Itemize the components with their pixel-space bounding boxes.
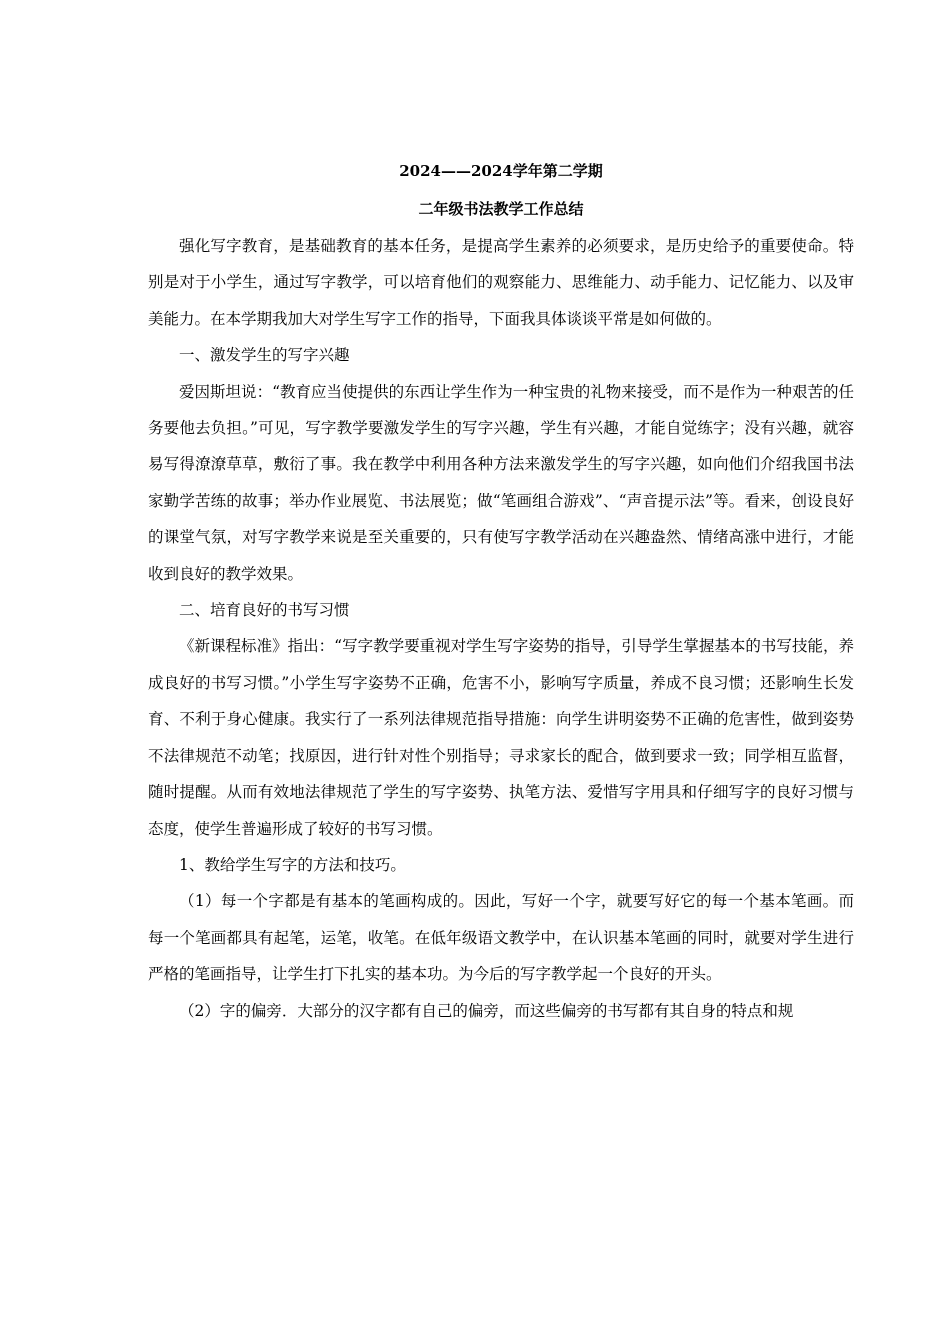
paragraph-interest: 爱因斯坦说：“教育应当使提供的东西让学生作为一种宝贵的礼物来接受，而不是作为一种艰苦的任务要他去负担。”可见，写字教学要激发学生的写字兴趣，学生有兴趣，才能自觉练字；没有兴趣，就容易写得潦潦草草，敷衍了事。我在教学中利用各种方法来激发学生的写字兴趣，如向他们介绍我国书法家勤学苦练的故事；举办作业展览、书法展览；做“笔画组合游戏”、“声音提示法”等。看来，创设良好的课堂气氛，对写字教学来说是至关重要的，只有使写字教学活动在兴趣盎然、情绪高涨中进行，才能收到良好的教学效果。 [148,382,854,583]
section-heading-interest: 一、激发学生的写字兴趣 [179,346,350,365]
document-title-term: 2024——2024学年第二学期 [399,162,603,180]
paragraph-radicals: （2）字的偏旁．大部分的汉字都有自己的偏旁，而这些偏旁的书写都有其自身的特点和规 [179,1001,794,1020]
document-body [148,160,854,1029]
document-title-subject: 二年级书法教学工作总结 [418,200,584,218]
paragraph-strokes: （1）每一个字都是有基本的笔画构成的。因此，写好一个字，就要写好它的每一个基本笔画。而每一个笔画都具有起笔，运笔，收笔。在低年级语文教学中，在认识基本笔画的同时，就要对学生进行严格的笔画指导，让学生打下扎实的基本功。为今后的写字教学起一个良好的开头。 [148,892,854,984]
paragraph-intro: 强化写字教育，是基础教育的基本任务，是提高学生素养的必须要求，是历史给予的重要使命。特别是对于小学生，通过写字教学，可以培育他们的观察能力、思维能力、动手能力、记忆能力、以及审美能力。在本学期我加大对学生写字工作的指导，下面我具体谈谈平常是如何做的。 [148,237,854,328]
subsection-heading-methods: 1、教给学生写字的方法和技巧。 [179,855,406,874]
paragraph-habits: 《新课程标准》指出：“写字教学要重视对学生写字姿势的指导，引导学生掌握基本的书写技能，养成良好的书写习惯。”小学生写字姿势不正确，危害不小，影响写字质量，养成不良习惯；还影响生长发育、不利于身心健康。我实行了一系列法律规范指导措施：向学生讲明姿势不正确的危害性，做到姿势不法律规范不动笔；找原因，进行针对性个别指导；寻求家长的配合，做到要求一致；同学相互监督，随时提醒。从而有效地法律规范了学生的写字姿势、执笔方法、爱惜写字用具和仔细写字的良好习惯与态度，使学生普遍形成了较好的书写习惯。 [148,637,854,838]
section-heading-habits: 二、培育良好的书写习惯 [179,601,350,620]
